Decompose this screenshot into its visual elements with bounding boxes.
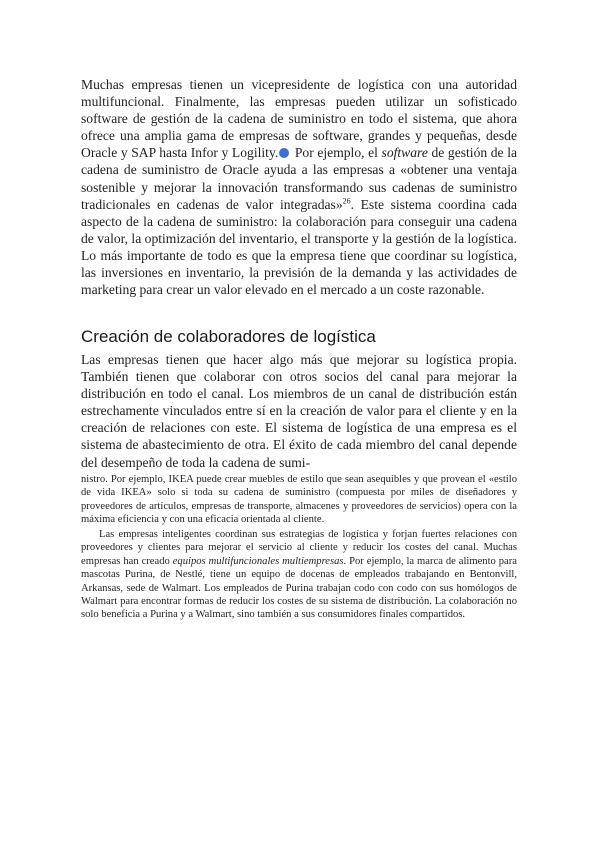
- footnote-reference: 26: [342, 196, 351, 206]
- blue-dot-icon: [279, 148, 289, 158]
- paragraph-text: . Por ejemplo, la marca de alimento para mascotas Purina, de Nestlé, tiene un equipo de docenas de empleados trabajando en Bentonvill, Arkansas, sede de Walmart. Los empleados de Purina trabajan codo con codo con sus homólogos de Walmart para encontrar formas de reducir los costes de su sistema de distribución. La colaboración no solo beneficia a Purina y a Walmart, sino también a sus consumidores finales compartidos.: [81, 555, 517, 621]
- paragraph-purina-example: [81, 528, 517, 622]
- paragraph-channel-partners: Las empresas tienen que hacer algo más que mejorar su logística propia. También tienen que colaborar con otros socios del canal para mejorar la distribución en todo el canal. Los miembros de un canal de distribución están estrechamente vinculados entre sí en la creación de valor para el cliente y en la creación de relaciones con este. El sistema de logística de una empresa es el sistema de abastecimiento de otra. El éxito de cada miembro del canal depende del desempeño de toda la cadena de sumi-: [81, 352, 517, 470]
- paragraph-text: Las empresas inteligentes coordinan sus estrategias de logística y forjan fuertes relaciones con proveedores y clientes para mejorar el servicio al cliente y reducir los costes del canal. Muchas empresas han creado: [81, 529, 517, 567]
- paragraph-text: . Este sistema coordina cada aspecto de la cadena de suministro: la colaboración para conseguir una cadena de valor, la optimización del inventario, el transporte y la gestión de la logística. Lo más importante de todo es que la empresa tiene que coordinar su logística, las inversiones en inventario, la previsión de la demanda y las actividades de marketing para crear un valor elevado en el mercado a un coste razonable.: [81, 196, 517, 298]
- paragraph-text: de gestión de la cadena de suministro de Oracle ayuda a las empresas a «obtener una ventaja sostenible y mejorar la innovación transformando sus cadenas de suministro tradicionales en cadenas de valor integradas»: [81, 145, 518, 212]
- paragraph-logistics-software: [81, 76, 517, 298]
- italic-term: software: [381, 145, 428, 161]
- paragraph-text: Por ejemplo, el: [291, 145, 382, 161]
- paragraph-text: Muchas empresas tienen un vicepresidente de logística con una autoridad multifuncional. Finalmente, las empresas pueden utilizar un sofisticado software de gestión de la cadena de suministro en todo el sistema, que ahora ofrece una amplia gama de empresas de software, grandes y pequeñas, desde Oracle y SAP hasta Infor y Logility.: [81, 77, 517, 161]
- paragraph-ikea-example: nistro. Por ejemplo, IKEA puede crear muebles de estilo que sean asequibles y que provean el «estilo de vida IKEA» solo si toda su cadena de suministro (compuesta por miles de diseñadores y proveedores de artículos, empresas de transporte, almacenes y proveedores de servicios) opera con la máxima eficiencia y con una eficacia orientada al cliente.: [81, 474, 517, 526]
- italic-term: equipos multifuncionales multiempresas: [172, 555, 344, 567]
- section-heading: Creación de colaboradores de logística: [81, 327, 376, 346]
